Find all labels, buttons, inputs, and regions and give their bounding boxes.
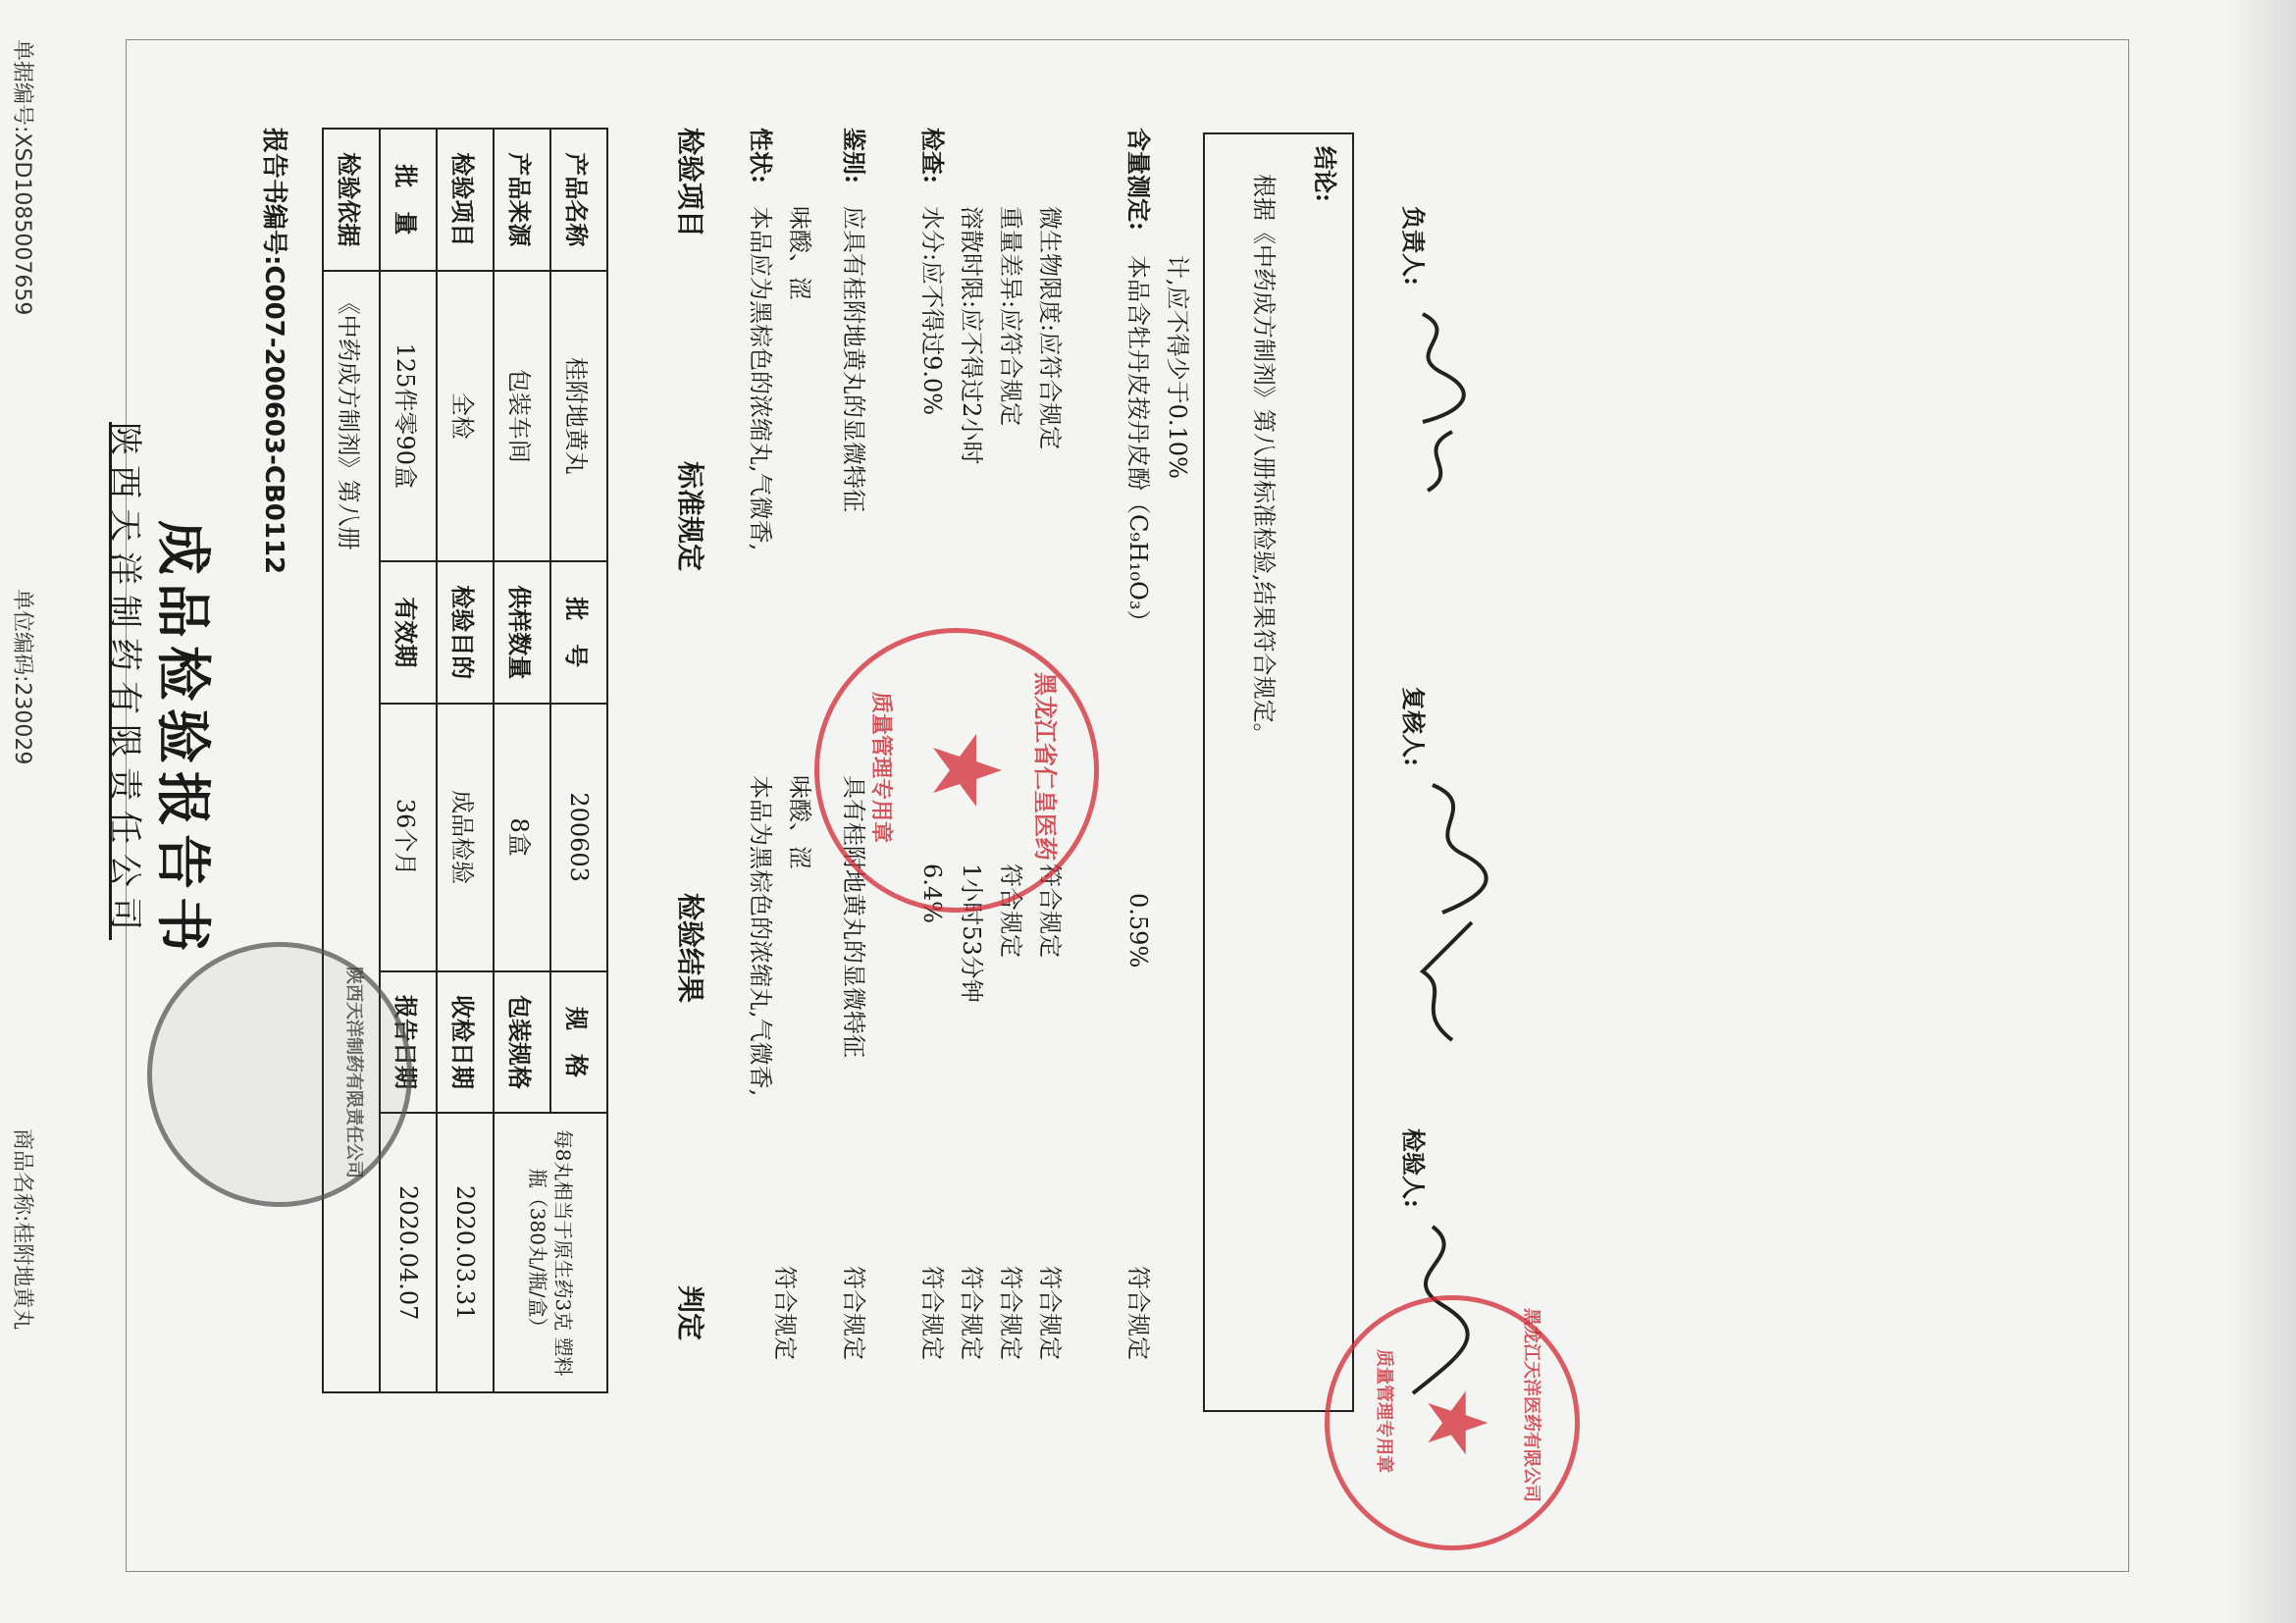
water-result: 6.4% (918, 864, 946, 923)
unit-code (9, 589, 39, 764)
product-info-table (322, 128, 608, 1393)
cell-value: 包装车间 (494, 271, 550, 561)
identification-judgement: 符合规定 (840, 1266, 867, 1360)
cell-label: 有效期 (380, 561, 437, 704)
microbe-standard: 微生物限度:应符合规定 (1036, 206, 1064, 450)
item-label-inspection: 检查: (918, 128, 947, 183)
microbe-result: 符合规定 (1036, 864, 1064, 958)
company-red-seal (1325, 1295, 1580, 1550)
item-label-properties: 性状: (747, 128, 775, 183)
cell-value: 36个月 (380, 704, 437, 971)
weight-judgement: 符合规定 (997, 1266, 1024, 1360)
company-gray-seal (147, 942, 412, 1207)
cell-value: 成品检验 (437, 704, 494, 971)
cell-value: 全检 (437, 271, 494, 561)
responsible-signature (1393, 304, 1482, 500)
cell-value: 2020.03.31 (437, 1113, 494, 1392)
column-header-item: 检验项目 (674, 128, 706, 238)
cell-value: 8盒 (494, 704, 550, 971)
report-number-label: 报告书编号: (259, 128, 288, 266)
cell-label: 报告日期 (380, 971, 437, 1114)
assay-standard-line2: 计,应不得少于0.10% (1164, 255, 1191, 479)
weight-standard: 重量差异:应符合规定 (997, 206, 1024, 427)
properties-judgement: 符合规定 (771, 1266, 799, 1360)
doc-number (9, 39, 39, 315)
conclusion-text: 根据《中药成方制剂》第八册标准检验,结果符合规定。 (1250, 174, 1278, 747)
properties-standard-line1: 本品应为黑棕色的浓缩丸,气微香, (747, 206, 774, 551)
disintegration-result: 1小时53分钟 (958, 864, 985, 1003)
reviewer-label: 复核人: (1399, 687, 1428, 766)
star-icon (1423, 1388, 1491, 1457)
conclusion-box (1203, 132, 1354, 1412)
cell-value: 125件零90盒 (380, 271, 437, 561)
product-name-meta (9, 1128, 39, 1330)
qc-seal-top-text: 黑龙江省仁皇医药 (1031, 672, 1060, 861)
column-header-result: 检验结果 (674, 893, 706, 1004)
water-standard: 水分:应不得过9.0% (918, 206, 946, 416)
cell-label: 包装规格 (494, 971, 550, 1114)
qc-seal (814, 628, 1099, 913)
table-row (437, 129, 494, 1392)
weight-result: 符合规定 (997, 864, 1024, 958)
identification-standard: 应具有桂附地黄丸的显微特征 (840, 206, 867, 512)
column-header-judgement: 判定 (674, 1285, 706, 1341)
assay-standard-line1: 本品含牡丹皮按丹皮酚（C₉H₁₀O₃） (1124, 255, 1152, 634)
properties-standard-line2: 味酸、涩 (786, 206, 813, 300)
inspector-label: 检验人: (1399, 1128, 1428, 1208)
report-number (258, 128, 294, 574)
document-title: 成品检验报告书 (150, 520, 215, 960)
cell-value: 200603 (550, 704, 607, 971)
cell-label: 检验目的 (437, 561, 494, 704)
assay-judgement: 符合规定 (1124, 1266, 1152, 1360)
table-row (380, 129, 437, 1392)
doc-number-label: 单据编号: (10, 39, 34, 133)
cell-label: 检验依据 (323, 129, 380, 271)
product-name-meta-label: 商品名称: (10, 1128, 34, 1223)
water-judgement: 符合规定 (918, 1266, 946, 1360)
reviewer-signature (1393, 775, 1511, 1050)
report-number-value: C007-200603-CB0112 (259, 265, 288, 575)
product-name-meta-value: 桂附地黄丸 (10, 1222, 34, 1331)
properties-result-line1: 本品为黑棕色的浓缩丸,气微香, (747, 775, 774, 1097)
item-label-assay: 含量测定: (1124, 128, 1153, 231)
cell-label: 产品名称 (550, 129, 607, 271)
gray-seal-text: 陕西天洋制药有限责任公司 (343, 967, 364, 1178)
assay-result: 0.59% (1124, 893, 1152, 969)
cell-value-spec: 每8丸相当于原生药3克 塑料瓶（380丸/瓶/盒） (494, 1113, 607, 1392)
identification-result: 具有桂附地黄丸的显微特征 (840, 775, 867, 1058)
company-name: 陕西天洋制药有限责任公司 (105, 422, 144, 940)
cell-value: 2020.04.07 (380, 1113, 437, 1392)
properties-result-line2: 味酸、涩 (786, 775, 813, 869)
star-icon (927, 731, 1006, 810)
column-header-standard: 标准规定 (674, 461, 706, 572)
company-seal-top-text: 黑龙江天洋医药有限公司 (1521, 1308, 1541, 1502)
table-row (550, 129, 607, 1392)
cell-label: 收检日期 (437, 971, 494, 1114)
microbe-judgement: 符合规定 (1036, 1266, 1064, 1360)
cell-value: 《中药成方制剂》第八册 (323, 271, 380, 1392)
table-row (323, 129, 380, 1392)
cell-label: 供样数量 (494, 561, 550, 704)
cell-label: 产品来源 (494, 129, 550, 271)
disintegration-judgement: 符合规定 (958, 1266, 985, 1360)
unit-code-value: 230029 (10, 682, 34, 765)
item-label-identification: 鉴别: (840, 128, 868, 183)
responsible-label: 负责人: (1399, 206, 1428, 286)
unit-code-label: 单位编码: (10, 589, 34, 683)
cell-label: 规 格 (550, 971, 607, 1114)
cell-label: 批 号 (550, 561, 607, 704)
company-seal-bottom-text: 质量管理专用章 (1374, 1349, 1394, 1473)
conclusion-label: 结论: (1311, 146, 1339, 202)
doc-number-value: XSD1085007659 (10, 132, 34, 316)
cell-value: 桂附地黄丸 (550, 271, 607, 561)
cell-label: 批 量 (380, 129, 437, 271)
qc-seal-bottom-text: 质量管理专用章 (868, 692, 894, 844)
cell-label: 检验项目 (437, 129, 494, 271)
disintegration-standard: 溶散时限:应不得过2小时 (958, 206, 985, 465)
